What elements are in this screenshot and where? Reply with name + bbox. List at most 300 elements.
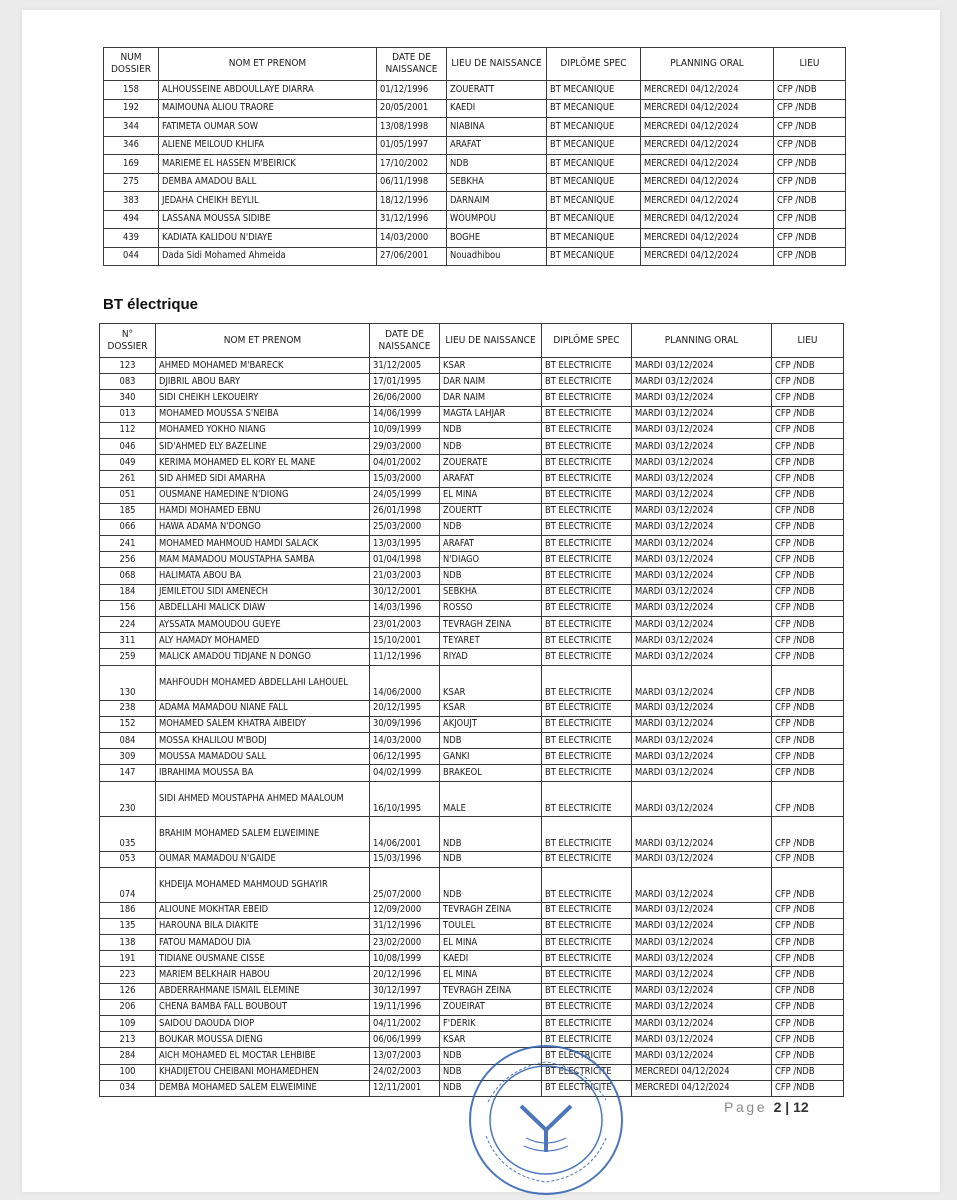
- cell-lieu-naissance: NIABINA: [447, 118, 547, 137]
- cell-lieu: CFP /NDB: [772, 781, 844, 816]
- cell-num-dossier: 238: [100, 700, 156, 716]
- cell-num-dossier: 206: [100, 999, 156, 1015]
- cell-diplome-spec: BT ELECTRICITE: [542, 617, 632, 633]
- cell-diplome-spec: BT ELECTRICITE: [542, 438, 632, 454]
- cell-lieu-naissance: DARNAIM: [447, 192, 547, 211]
- cell-planning-oral: MARDI 03/12/2024: [632, 358, 772, 374]
- cell-diplome-spec: BT MECANIQUE: [547, 136, 641, 155]
- cell-num-dossier: 169: [104, 155, 159, 174]
- cell-diplome-spec: BT MECANIQUE: [547, 247, 641, 266]
- cell-lieu: CFP /NDB: [774, 155, 846, 174]
- cell-num-dossier: 034: [100, 1080, 156, 1096]
- cell-lieu-naissance: KSAR: [440, 665, 542, 700]
- cell-nom-prenom: OUMAR MAMADOU N'GAIDE: [156, 851, 370, 867]
- cell-lieu: CFP /NDB: [772, 358, 844, 374]
- cell-planning-oral: MARDI 03/12/2024: [632, 716, 772, 732]
- table-row: [104, 155, 846, 174]
- cell-lieu-naissance: TOULEL: [440, 918, 542, 934]
- cell-lieu-naissance: AKJOUJT: [440, 716, 542, 732]
- header-lieu: LIEU: [772, 324, 844, 358]
- table-row: [100, 358, 844, 374]
- cell-num-dossier: 100: [100, 1064, 156, 1080]
- cell-nom-prenom: AHMED MOHAMED M'BARECK: [156, 358, 370, 374]
- cell-diplome-spec: BT ELECTRICITE: [542, 584, 632, 600]
- cell-lieu: CFP /NDB: [772, 1048, 844, 1064]
- cell-nom-prenom: MARIEME EL HASSEN M'BEIRICK: [159, 155, 377, 174]
- cell-nom-prenom: SID'AHMED ELY BAZELINE: [156, 438, 370, 454]
- cell-date-naissance: 26/06/2000: [370, 390, 440, 406]
- cell-lieu: CFP /NDB: [772, 536, 844, 552]
- cell-planning-oral: MARDI 03/12/2024: [632, 649, 772, 665]
- table-row: [100, 700, 844, 716]
- cell-diplome-spec: BT MECANIQUE: [547, 81, 641, 100]
- cell-diplome-spec: BT ELECTRICITE: [542, 999, 632, 1015]
- cell-num-dossier: 185: [100, 503, 156, 519]
- cell-lieu: CFP /NDB: [772, 390, 844, 406]
- header-lieu: LIEU: [774, 48, 846, 81]
- cell-diplome-spec: BT ELECTRICITE: [542, 455, 632, 471]
- cell-planning-oral: MARDI 03/12/2024: [632, 552, 772, 568]
- official-stamp-icon: [466, 1040, 626, 1200]
- cell-lieu-naissance: RIYAD: [440, 649, 542, 665]
- cell-lieu: CFP /NDB: [774, 229, 846, 248]
- cell-num-dossier: 068: [100, 568, 156, 584]
- cell-date-naissance: 14/03/1996: [370, 600, 440, 616]
- cell-diplome-spec: BT ELECTRICITE: [542, 700, 632, 716]
- cell-date-naissance: 26/01/1998: [370, 503, 440, 519]
- cell-planning-oral: MARDI 03/12/2024: [632, 867, 772, 902]
- cell-diplome-spec: BT ELECTRICITE: [542, 487, 632, 503]
- cell-lieu-naissance: NDB: [440, 851, 542, 867]
- table-header-row: [100, 324, 844, 358]
- cell-diplome-spec: BT ELECTRICITE: [542, 649, 632, 665]
- table-row: [100, 1016, 844, 1032]
- cell-lieu: CFP /NDB: [772, 568, 844, 584]
- cell-date-naissance: 10/09/1999: [370, 422, 440, 438]
- cell-lieu-naissance: ZOUERATE: [440, 455, 542, 471]
- cell-nom-prenom: IBRAHIMA MOUSSA BA: [156, 765, 370, 781]
- cell-lieu-naissance: NDB: [440, 519, 542, 535]
- table-row: [100, 749, 844, 765]
- cell-lieu-naissance: NDB: [440, 867, 542, 902]
- table-row: [104, 81, 846, 100]
- cell-lieu-naissance: ARAFAT: [440, 536, 542, 552]
- section-title: BT électrique: [103, 296, 199, 313]
- cell-date-naissance: 13/07/2003: [370, 1048, 440, 1064]
- cell-num-dossier: 261: [100, 471, 156, 487]
- cell-nom-prenom: KHADIJETOU CHEIBANI MOHAMEDHEN: [156, 1064, 370, 1080]
- cell-num-dossier: 123: [100, 358, 156, 374]
- cell-date-naissance: 13/03/1995: [370, 536, 440, 552]
- cell-date-naissance: 12/09/2000: [370, 902, 440, 918]
- cell-lieu: CFP /NDB: [772, 649, 844, 665]
- cell-diplome-spec: BT MECANIQUE: [547, 99, 641, 118]
- header-lieu-naissance: LIEU DE NAISSANCE: [447, 48, 547, 81]
- cell-lieu-naissance: ROSSO: [440, 600, 542, 616]
- cell-lieu-naissance: TEVRAGH ZEINA: [440, 902, 542, 918]
- cell-lieu: CFP /NDB: [772, 374, 844, 390]
- cell-planning-oral: MARDI 03/12/2024: [632, 536, 772, 552]
- table-row: [100, 390, 844, 406]
- cell-num-dossier: 383: [104, 192, 159, 211]
- cell-diplome-spec: BT ELECTRICITE: [542, 406, 632, 422]
- page-number: [724, 1099, 809, 1115]
- cell-planning-oral: MARDI 03/12/2024: [632, 851, 772, 867]
- table-row: [100, 999, 844, 1015]
- cell-date-naissance: 17/01/1995: [370, 374, 440, 390]
- cell-nom-prenom: OUSMANE HAMEDINE N'DIONG: [156, 487, 370, 503]
- cell-lieu-naissance: WOUMPOU: [447, 210, 547, 229]
- cell-lieu: CFP /NDB: [772, 951, 844, 967]
- page-label: Page: [724, 1099, 768, 1115]
- cell-planning-oral: MARDI 03/12/2024: [632, 600, 772, 616]
- cell-nom-prenom: HAROUNA BILA DIAKITE: [156, 918, 370, 934]
- cell-lieu: CFP /NDB: [772, 406, 844, 422]
- cell-planning-oral: MARDI 03/12/2024: [632, 665, 772, 700]
- cell-num-dossier: 051: [100, 487, 156, 503]
- cell-num-dossier: 109: [100, 1016, 156, 1032]
- cell-date-naissance: 24/05/1999: [370, 487, 440, 503]
- cell-date-naissance: 15/10/2001: [370, 633, 440, 649]
- cell-lieu-naissance: NDB: [440, 1064, 542, 1080]
- electrique-table: [99, 323, 844, 1097]
- cell-planning-oral: MERCREDI 04/12/2024: [632, 1064, 772, 1080]
- cell-date-naissance: 10/08/1999: [370, 951, 440, 967]
- table-row: [100, 487, 844, 503]
- cell-nom-prenom: KERIMA MOHAMED EL KORY EL MANE: [156, 455, 370, 471]
- cell-num-dossier: 044: [104, 247, 159, 266]
- cell-nom-prenom: MAM MAMADOU MOUSTAPHA SAMBA: [156, 552, 370, 568]
- cell-lieu: CFP /NDB: [772, 519, 844, 535]
- cell-planning-oral: MARDI 03/12/2024: [632, 951, 772, 967]
- cell-diplome-spec: BT ELECTRICITE: [542, 918, 632, 934]
- table-row: [100, 983, 844, 999]
- cell-diplome-spec: BT ELECTRICITE: [542, 519, 632, 535]
- cell-planning-oral: MARDI 03/12/2024: [632, 487, 772, 503]
- cell-date-naissance: 16/10/1995: [370, 781, 440, 816]
- table-row: [100, 536, 844, 552]
- cell-diplome-spec: BT ELECTRICITE: [542, 633, 632, 649]
- cell-num-dossier: 344: [104, 118, 159, 137]
- cell-nom-prenom: ABDELLAHI MALICK DIAW: [156, 600, 370, 616]
- cell-lieu: CFP /NDB: [774, 118, 846, 137]
- cell-num-dossier: 224: [100, 617, 156, 633]
- cell-nom-prenom: JEMILETOU SIDI AMENECH: [156, 584, 370, 600]
- cell-date-naissance: 20/12/1996: [370, 967, 440, 983]
- cell-lieu: CFP /NDB: [772, 765, 844, 781]
- cell-date-naissance: 14/06/2001: [370, 816, 440, 851]
- table-row: [100, 455, 844, 471]
- cell-lieu: CFP /NDB: [772, 600, 844, 616]
- table-row: [100, 584, 844, 600]
- cell-lieu: CFP /NDB: [772, 487, 844, 503]
- cell-diplome-spec: BT MECANIQUE: [547, 173, 641, 192]
- cell-num-dossier: 309: [100, 749, 156, 765]
- table-row: [100, 935, 844, 951]
- cell-num-dossier: 083: [100, 374, 156, 390]
- cell-nom-prenom: MALICK AMADOU TIDJANE N DONGO: [156, 649, 370, 665]
- cell-nom-prenom: SID AHMED SIDI AMARHA: [156, 471, 370, 487]
- table-row: [100, 552, 844, 568]
- cell-diplome-spec: BT ELECTRICITE: [542, 983, 632, 999]
- cell-num-dossier: 241: [100, 536, 156, 552]
- table-row: [104, 247, 846, 266]
- header-date-naissance: DATE DE NAISSANCE: [377, 48, 447, 81]
- cell-lieu: CFP /NDB: [772, 665, 844, 700]
- table-row: [100, 918, 844, 934]
- table-row: [104, 136, 846, 155]
- cell-num-dossier: 191: [100, 951, 156, 967]
- cell-lieu: CFP /NDB: [772, 503, 844, 519]
- cell-diplome-spec: BT ELECTRICITE: [542, 732, 632, 748]
- table-row: [104, 229, 846, 248]
- cell-lieu: CFP /NDB: [772, 438, 844, 454]
- cell-date-naissance: 24/02/2003: [370, 1064, 440, 1080]
- cell-date-naissance: 01/04/1998: [370, 552, 440, 568]
- table-row: [100, 867, 844, 902]
- cell-diplome-spec: BT ELECTRICITE: [542, 851, 632, 867]
- table-row: [100, 422, 844, 438]
- cell-num-dossier: 138: [100, 935, 156, 951]
- cell-diplome-spec: BT ELECTRICITE: [542, 716, 632, 732]
- cell-lieu-naissance: NDB: [440, 1048, 542, 1064]
- cell-planning-oral: MARDI 03/12/2024: [632, 471, 772, 487]
- cell-lieu-naissance: EL MINA: [440, 487, 542, 503]
- cell-planning-oral: MERCREDI 04/12/2024: [641, 81, 774, 100]
- cell-nom-prenom: DEMBA MOHAMED SALEM ELWEIMINE: [156, 1080, 370, 1096]
- cell-nom-prenom: BOUKAR MOUSSA DIENG: [156, 1032, 370, 1048]
- cell-nom-prenom: Dada Sidi Mohamed Ahmeida: [159, 247, 377, 266]
- cell-lieu-naissance: SEBKHA: [440, 584, 542, 600]
- table-row: [100, 951, 844, 967]
- cell-diplome-spec: BT ELECTRICITE: [542, 1048, 632, 1064]
- cell-diplome-spec: BT ELECTRICITE: [542, 536, 632, 552]
- cell-lieu-naissance: NDB: [440, 438, 542, 454]
- cell-planning-oral: MARDI 03/12/2024: [632, 455, 772, 471]
- cell-diplome-spec: BT ELECTRICITE: [542, 1064, 632, 1080]
- cell-date-naissance: 25/07/2000: [370, 867, 440, 902]
- cell-planning-oral: MERCREDI 04/12/2024: [641, 229, 774, 248]
- cell-num-dossier: 256: [100, 552, 156, 568]
- cell-num-dossier: 066: [100, 519, 156, 535]
- cell-date-naissance: 06/06/1999: [370, 1032, 440, 1048]
- cell-lieu: CFP /NDB: [772, 983, 844, 999]
- table-row: [100, 633, 844, 649]
- cell-planning-oral: MARDI 03/12/2024: [632, 1016, 772, 1032]
- cell-nom-prenom: MOHAMED MAHMOUD HAMDI SALACK: [156, 536, 370, 552]
- cell-lieu-naissance: NDB: [440, 732, 542, 748]
- cell-nom-prenom: ADAMA MAMADOU NIANE FALL: [156, 700, 370, 716]
- cell-diplome-spec: BT ELECTRICITE: [542, 1032, 632, 1048]
- table-row: [100, 967, 844, 983]
- cell-date-naissance: 30/09/1996: [370, 716, 440, 732]
- cell-lieu: CFP /NDB: [772, 732, 844, 748]
- cell-date-naissance: 14/03/2000: [377, 229, 447, 248]
- cell-lieu-naissance: TEVRAGH ZEINA: [440, 617, 542, 633]
- header-diplome-spec: DIPLÔME SPEC: [547, 48, 641, 81]
- table-row: [100, 902, 844, 918]
- table-row: [104, 99, 846, 118]
- cell-diplome-spec: BT ELECTRICITE: [542, 935, 632, 951]
- cell-date-naissance: 01/12/1996: [377, 81, 447, 100]
- cell-lieu-naissance: N'DIAGO: [440, 552, 542, 568]
- cell-diplome-spec: BT ELECTRICITE: [542, 1016, 632, 1032]
- cell-diplome-spec: BT ELECTRICITE: [542, 902, 632, 918]
- cell-date-naissance: 30/12/2001: [370, 584, 440, 600]
- cell-num-dossier: 126: [100, 983, 156, 999]
- cell-diplome-spec: BT ELECTRICITE: [542, 503, 632, 519]
- cell-date-naissance: 04/02/1999: [370, 765, 440, 781]
- header-nom-prenom: NOM ET PRENOM: [159, 48, 377, 81]
- cell-diplome-spec: BT ELECTRICITE: [542, 967, 632, 983]
- cell-num-dossier: 223: [100, 967, 156, 983]
- cell-nom-prenom: MARIEM BELKHAIR HABOU: [156, 967, 370, 983]
- cell-planning-oral: MERCREDI 04/12/2024: [641, 155, 774, 174]
- cell-lieu: CFP /NDB: [772, 918, 844, 934]
- table-row: [100, 374, 844, 390]
- cell-planning-oral: MARDI 03/12/2024: [632, 816, 772, 851]
- cell-nom-prenom: MOSSA KHALILOU M'BODJ: [156, 732, 370, 748]
- cell-diplome-spec: BT ELECTRICITE: [542, 422, 632, 438]
- cell-lieu: CFP /NDB: [772, 1064, 844, 1080]
- cell-date-naissance: 19/11/1996: [370, 999, 440, 1015]
- cell-diplome-spec: BT ELECTRICITE: [542, 374, 632, 390]
- cell-diplome-spec: BT ELECTRICITE: [542, 867, 632, 902]
- cell-num-dossier: 049: [100, 455, 156, 471]
- cell-planning-oral: MERCREDI 04/12/2024: [641, 247, 774, 266]
- cell-nom-prenom: LASSANA MOUSSA SIDIBE: [159, 210, 377, 229]
- cell-nom-prenom: MOHAMED YOKHO NIANG: [156, 422, 370, 438]
- cell-lieu-naissance: EL MINA: [440, 967, 542, 983]
- cell-num-dossier: 046: [100, 438, 156, 454]
- page-count: 2 | 12: [773, 1099, 809, 1115]
- cell-nom-prenom: KHDEIJA MOHAMED MAHMOUD SGHAYIR: [156, 867, 370, 902]
- cell-lieu: CFP /NDB: [772, 633, 844, 649]
- cell-lieu-naissance: ZOUEIRAT: [440, 999, 542, 1015]
- cell-planning-oral: MARDI 03/12/2024: [632, 406, 772, 422]
- cell-lieu-naissance: MALE: [440, 781, 542, 816]
- cell-planning-oral: MERCREDI 04/12/2024: [641, 118, 774, 137]
- cell-diplome-spec: BT ELECTRICITE: [542, 390, 632, 406]
- cell-date-naissance: 20/12/1995: [370, 700, 440, 716]
- cell-diplome-spec: BT ELECTRICITE: [542, 781, 632, 816]
- cell-planning-oral: MARDI 03/12/2024: [632, 902, 772, 918]
- cell-diplome-spec: BT MECANIQUE: [547, 192, 641, 211]
- cell-lieu-naissance: KAEDI: [440, 951, 542, 967]
- cell-planning-oral: MARDI 03/12/2024: [632, 732, 772, 748]
- cell-planning-oral: MARDI 03/12/2024: [632, 749, 772, 765]
- cell-num-dossier: 035: [100, 816, 156, 851]
- cell-num-dossier: 192: [104, 99, 159, 118]
- cell-lieu: CFP /NDB: [772, 1080, 844, 1096]
- cell-lieu-naissance: NDB: [447, 155, 547, 174]
- cell-num-dossier: 186: [100, 902, 156, 918]
- cell-lieu: CFP /NDB: [772, 999, 844, 1015]
- cell-lieu: CFP /NDB: [772, 1016, 844, 1032]
- cell-num-dossier: 275: [104, 173, 159, 192]
- cell-planning-oral: MARDI 03/12/2024: [632, 983, 772, 999]
- cell-date-naissance: 25/03/2000: [370, 519, 440, 535]
- cell-num-dossier: 184: [100, 584, 156, 600]
- cell-lieu-naissance: GANKI: [440, 749, 542, 765]
- cell-date-naissance: 30/12/1997: [370, 983, 440, 999]
- cell-date-naissance: 23/02/2000: [370, 935, 440, 951]
- cell-diplome-spec: BT ELECTRICITE: [542, 1080, 632, 1096]
- cell-num-dossier: 259: [100, 649, 156, 665]
- cell-num-dossier: 311: [100, 633, 156, 649]
- cell-lieu-naissance: NDB: [440, 1080, 542, 1096]
- header-planning-oral: PLANNING ORAL: [632, 324, 772, 358]
- table-row: [100, 716, 844, 732]
- cell-lieu-naissance: KSAR: [440, 358, 542, 374]
- cell-lieu-naissance: KSAR: [440, 700, 542, 716]
- cell-planning-oral: MARDI 03/12/2024: [632, 967, 772, 983]
- table-row: [104, 192, 846, 211]
- cell-lieu-naissance: NDB: [440, 816, 542, 851]
- cell-lieu-naissance: DAR NAIM: [440, 374, 542, 390]
- mecanique-table: [103, 47, 846, 266]
- table-row: [100, 406, 844, 422]
- cell-lieu: CFP /NDB: [772, 422, 844, 438]
- cell-lieu: CFP /NDB: [772, 1032, 844, 1048]
- cell-diplome-spec: BT MECANIQUE: [547, 118, 641, 137]
- cell-num-dossier: 158: [104, 81, 159, 100]
- cell-diplome-spec: BT ELECTRICITE: [542, 568, 632, 584]
- cell-lieu: CFP /NDB: [772, 700, 844, 716]
- cell-lieu: CFP /NDB: [774, 192, 846, 211]
- cell-planning-oral: MARDI 03/12/2024: [632, 633, 772, 649]
- cell-date-naissance: 12/11/2001: [370, 1080, 440, 1096]
- cell-date-naissance: 18/12/1996: [377, 192, 447, 211]
- cell-nom-prenom: MOUSSA MAMADOU SALL: [156, 749, 370, 765]
- cell-num-dossier: 213: [100, 1032, 156, 1048]
- cell-date-naissance: 06/11/1998: [377, 173, 447, 192]
- cell-date-naissance: 31/12/1996: [370, 918, 440, 934]
- table-row: [100, 471, 844, 487]
- cell-lieu: CFP /NDB: [774, 210, 846, 229]
- cell-num-dossier: 439: [104, 229, 159, 248]
- header-nom-prenom: NOM ET PRENOM: [156, 324, 370, 358]
- cell-diplome-spec: BT MECANIQUE: [547, 229, 641, 248]
- table-row: [100, 649, 844, 665]
- cell-date-naissance: 15/03/2000: [370, 471, 440, 487]
- cell-nom-prenom: MOHAMED MOUSSA S'NEIBA: [156, 406, 370, 422]
- table-row: [100, 438, 844, 454]
- cell-nom-prenom: BRAHIM MOHAMED SALEM ELWEIMINE: [156, 816, 370, 851]
- cell-planning-oral: MARDI 03/12/2024: [632, 918, 772, 934]
- cell-nom-prenom: SIDI CHEIKH LEKOUEIRY: [156, 390, 370, 406]
- cell-diplome-spec: BT ELECTRICITE: [542, 471, 632, 487]
- cell-planning-oral: MARDI 03/12/2024: [632, 390, 772, 406]
- cell-lieu-naissance: ZOUERATT: [447, 81, 547, 100]
- cell-nom-prenom: SAIDOU DAOUDA DIOP: [156, 1016, 370, 1032]
- cell-num-dossier: 284: [100, 1048, 156, 1064]
- cell-nom-prenom: SIDI AHMED MOUSTAPHA AHMED MAALOUM: [156, 781, 370, 816]
- cell-nom-prenom: HAWA ADAMA N'DONGO: [156, 519, 370, 535]
- cell-diplome-spec: BT ELECTRICITE: [542, 358, 632, 374]
- cell-date-naissance: 31/12/1996: [377, 210, 447, 229]
- cell-nom-prenom: CHENA BAMBA FALL BOUBOUT: [156, 999, 370, 1015]
- cell-date-naissance: 17/10/2002: [377, 155, 447, 174]
- cell-planning-oral: MARDI 03/12/2024: [632, 935, 772, 951]
- cell-lieu-naissance: NDB: [440, 568, 542, 584]
- cell-lieu-naissance: KSAR: [440, 1032, 542, 1048]
- cell-date-naissance: 29/03/2000: [370, 438, 440, 454]
- cell-nom-prenom: FATOU MAMADOU DIA: [156, 935, 370, 951]
- cell-lieu: CFP /NDB: [772, 552, 844, 568]
- cell-lieu-naissance: BOGHE: [447, 229, 547, 248]
- cell-date-naissance: 21/03/2003: [370, 568, 440, 584]
